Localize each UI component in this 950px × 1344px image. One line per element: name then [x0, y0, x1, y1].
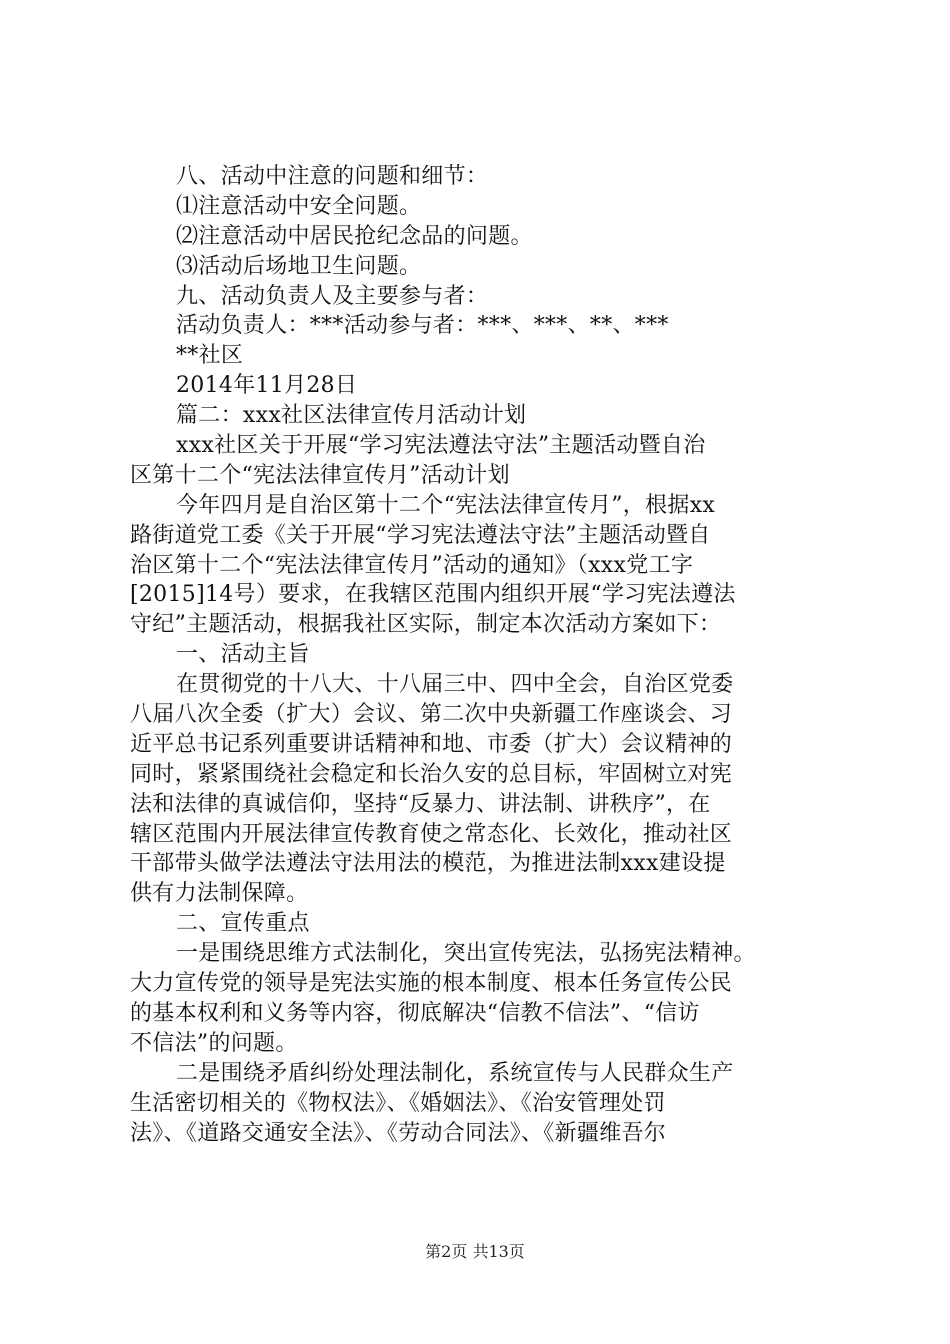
part-title: 篇二：xxx社区法律宣传月活动计划	[176, 403, 527, 429]
paragraph-line: [2015]14号）要求，在我辖区范围内组织开展“学习宪法遵法	[130, 582, 736, 608]
section-heading-9: 九、活动负责人及主要参与者：	[176, 283, 489, 309]
paragraph-line: 治区第十二个“宪法法律宣传月”活动的通知》（xxx党工字	[130, 552, 694, 578]
section-heading-1: 一、活动主旨	[176, 642, 310, 668]
signature-date: 2014年11月28日	[176, 373, 358, 399]
document-body	[130, 162, 830, 1148]
paragraph-line: 供有力法制保障。	[130, 881, 309, 907]
paragraph-line: 路街道党工委《关于开展“学习宪法遵法守法”主题活动暨自	[130, 522, 711, 548]
section-heading-8: 八、活动中注意的问题和细节：	[176, 164, 489, 189]
paragraph-line: 生活密切相关的《物权法》、《婚姻法》、《治安管理处罚	[130, 1090, 666, 1116]
paragraph-line: 今年四月是自治区第十二个“宪法法律宣传月”，根据xx	[176, 492, 716, 518]
paragraph-line: 一是围绕思维方式法制化，突出宣传宪法，弘扬宪法精神。	[176, 941, 756, 967]
list-item: ⑵注意活动中居民抢纪念品的问题。	[176, 223, 533, 249]
plan-title-line-1: xxx社区关于开展“学习宪法遵法守法”主题活动暨自治	[176, 433, 706, 459]
list-item: ⑴注意活动中安全问题。	[176, 193, 422, 219]
paragraph-line: 近平总书记系列重要讲话精神和地、市委（扩大）会议精神的	[130, 731, 733, 757]
paragraph-line: 干部带头做学法遵法守法用法的模范，为推进法制xxx建设提	[130, 851, 726, 877]
paragraph-line: 二是围绕矛盾纠纷处理法制化，系统宣传与人民群众生产	[176, 1060, 734, 1086]
section-heading-2: 二、宣传重点	[176, 911, 310, 937]
responsible-persons: 活动负责人：***活动参与者：***、***、**、***	[176, 313, 669, 339]
paragraph-line: 辖区范围内开展法律宣传教育使之常态化、长效化，推动社区	[130, 821, 733, 847]
paragraph-line: 守纪”主题活动，根据我社区实际，制定本次活动方案如下：	[130, 612, 722, 638]
paragraph-line: 大力宣传党的领导是宪法实施的根本制度、根本任务宣传公民	[130, 971, 733, 997]
paragraph-line: 法》、《道路交通安全法》、《劳动合同法》、《新疆维吾尔	[130, 1120, 667, 1146]
paragraph-line: 八届八次全委（扩大）会议、第二次中央新疆工作座谈会、习	[130, 702, 733, 728]
paragraph-line: 同时，紧紧围绕社会稳定和长治久安的总目标，牢固树立对宪	[130, 761, 733, 787]
paragraph-line: 法和法律的真诚信仰，坚持“反暴力、讲法制、讲秩序”，在	[130, 791, 711, 817]
list-item: ⑶活动后场地卫生问题。	[176, 253, 422, 279]
page-number-footer: 第2页 共13页	[425, 1242, 525, 1261]
plan-title-line-2: 区第十二个“宪法法律宣传月”活动计划	[130, 462, 510, 488]
paragraph-line: 在贯彻党的十八大、十八届三中、四中全会，自治区党委	[176, 672, 734, 698]
signature-org: **社区	[176, 343, 244, 369]
paragraph-line: 的基本权利和义务等内容，彻底解决“信教不信法”、“信访	[130, 1000, 700, 1026]
paragraph-line: 不信法”的问题。	[130, 1030, 298, 1056]
